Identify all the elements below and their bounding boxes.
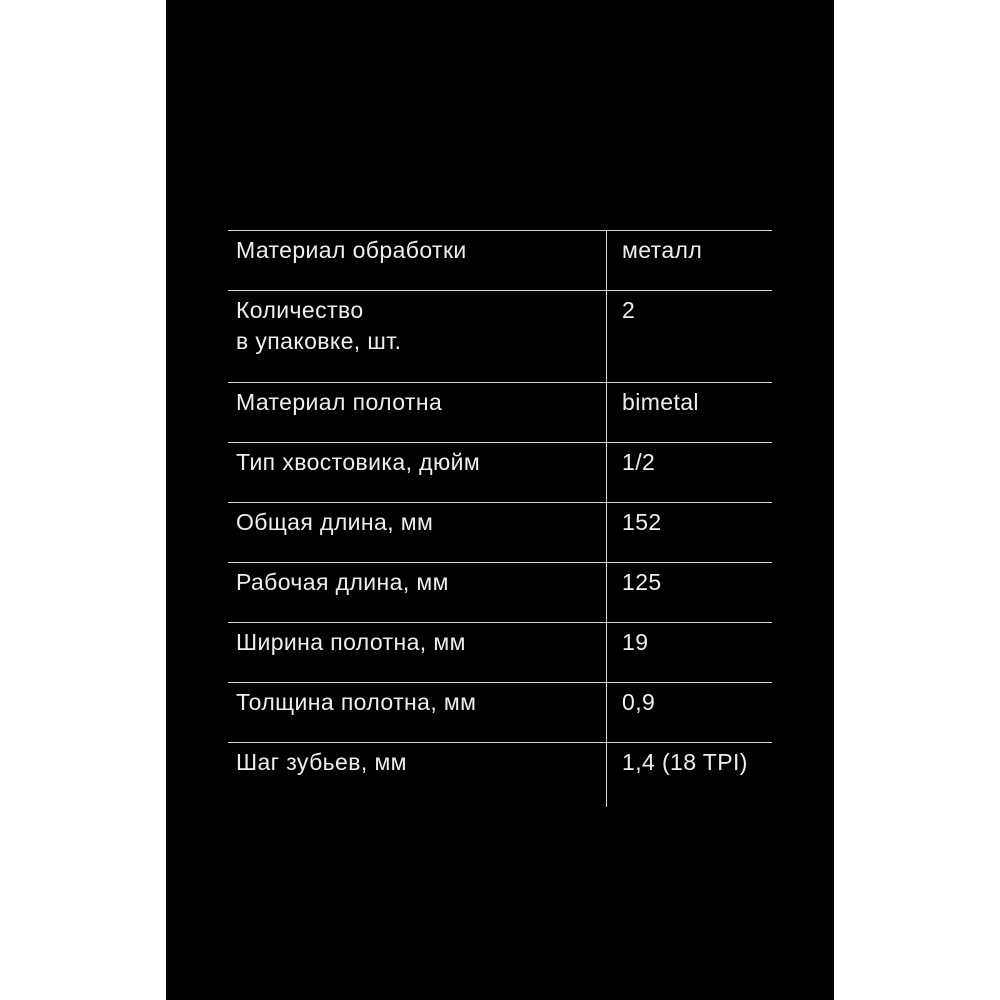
column-divider [606,231,607,290]
spec-value: 2 [622,297,636,323]
column-divider [606,383,607,442]
table-row [228,230,772,290]
spec-label: Общая длина, мм [236,509,434,535]
column-divider [606,563,607,622]
spec-value: металл [622,237,703,263]
table-row [228,742,772,807]
table-row [228,442,772,502]
column-divider [606,291,607,382]
spec-value: 0,9 [622,689,656,715]
spec-value: 1,4 (18 TPI) [622,749,748,775]
spec-value: 19 [622,629,649,655]
spec-panel [166,0,834,1000]
spec-label: Шаг зубьев, мм [236,749,407,775]
table-row [228,290,772,382]
spec-label: Количество в упаковке, шт. [236,297,402,354]
spec-value: 1/2 [622,449,656,475]
spec-label: Материал полотна [236,389,443,415]
spec-table [228,230,772,807]
spec-label: Ширина полотна, мм [236,629,466,655]
table-row [228,622,772,682]
spec-label: Толщина полотна, мм [236,689,477,715]
spec-value: 125 [622,569,662,595]
column-divider [606,743,607,807]
table-row [228,562,772,622]
column-divider [606,683,607,742]
column-divider [606,623,607,682]
spec-value: 152 [622,509,662,535]
table-row [228,502,772,562]
spec-label: Тип хвостовика, дюйм [236,449,481,475]
column-divider [606,503,607,562]
table-row [228,682,772,742]
table-row [228,382,772,442]
spec-value: bimetal [622,389,699,415]
spec-label: Рабочая длина, мм [236,569,449,595]
spec-label: Материал обработки [236,237,467,263]
column-divider [606,443,607,502]
